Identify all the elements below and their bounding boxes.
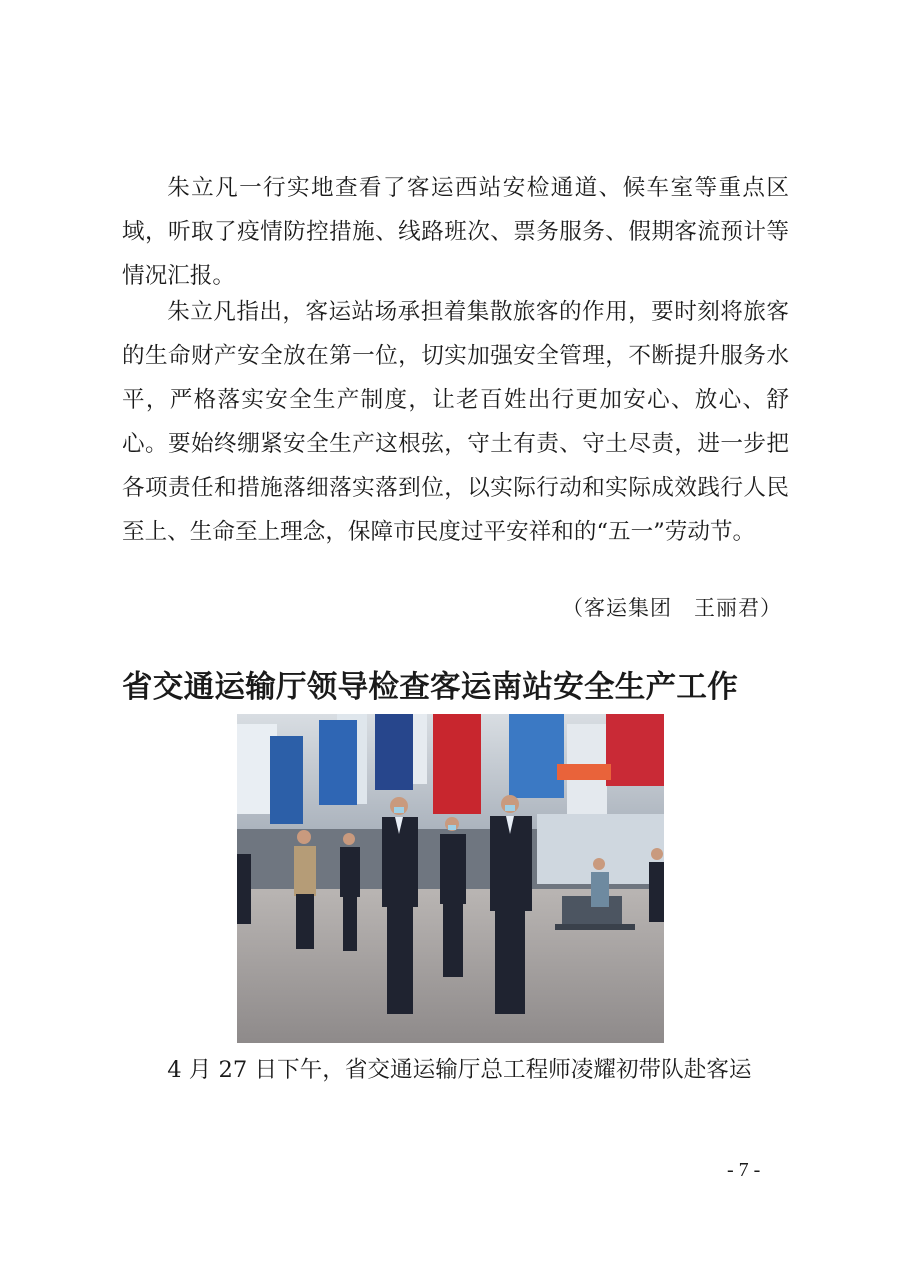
article-byline: （客运集团 王丽君）	[562, 596, 782, 620]
news-photo	[237, 714, 664, 1043]
page-number: - 7 -	[727, 1159, 761, 1181]
article-headline: 省交通运输厅领导检查客运南站安全生产工作	[122, 670, 738, 705]
article-paragraph-2: 朱立凡指出，客运站场承担着集散旅客的作用，要时刻将旅客的生命财产安全放在第一位，切实加强安全管理，不断提升服务水平，严格落实安全生产制度，让老百姓出行更加安心、放心、舒心。要始终绷紧安全生产这根弦，守土有责、守土尽责，进一步把各项责任和措施落细落实落到位，以实际行动和实际成效践行人民至上、生命至上理念，保障市民度过平安祥和的“五一”劳动节。	[122, 299, 789, 545]
article-paragraph-3: 4 月 27 日下午，省交通运输厅总工程师凌耀初带队赴客运	[167, 1057, 752, 1083]
article-paragraph-1: 朱立凡一行实地查看了客运西站安检通道、候车室等重点区域，听取了疫情防控措施、线路班次、票务服务、假期客流预计等情况汇报。	[122, 175, 789, 289]
